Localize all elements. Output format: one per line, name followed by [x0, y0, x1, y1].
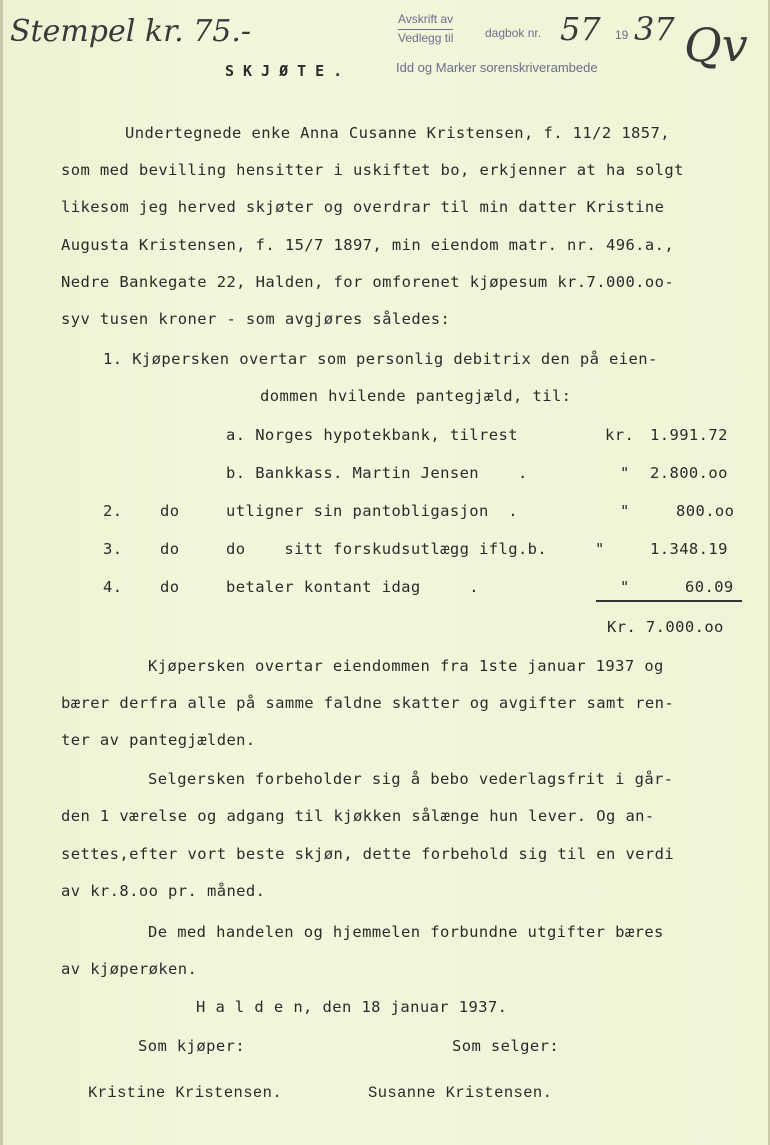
page-edge-left: [0, 0, 3, 1145]
p3-line-1: Selgersken forbeholder sig å bebo vederlagsfrit i går-: [148, 770, 674, 788]
row-2-amount: 800.oo: [676, 502, 735, 520]
row-a-amount: 1.991.72: [650, 426, 728, 444]
buyer-name: Kristine Kristensen.: [88, 1084, 283, 1102]
row-2-text: utligner sin pantobligasjon .: [226, 502, 518, 520]
stamp-office: Idd og Marker sorenskriverambede: [396, 60, 598, 75]
row-2-number: 2.: [103, 502, 123, 520]
row-3-amount: 1.348.19: [650, 540, 728, 558]
p3-line-2: den 1 værelse og adgang til kjøkken sålænge hun lever. Og an-: [61, 807, 655, 825]
row-4-text: betaler kontant idag .: [226, 578, 480, 596]
stamp-dagbok-number: 57: [560, 10, 601, 48]
p1-line-5: Nedre Bankegate 22, Halden, for omforenet kjøpesum kr.7.000.oo-: [61, 273, 675, 291]
row-3-text: do sitt forskudsutlægg iflg.b.: [226, 540, 548, 558]
stamp-dagbok-label: dagbok nr.: [485, 26, 542, 40]
stamp-line-1: Avskrift av: [398, 12, 454, 26]
row-4-number: 4.: [103, 578, 123, 596]
item-1-line-1: 1. Kjøpersken overtar som personlig debitrix den på eien-: [103, 350, 658, 368]
place-and-date: H a l d e n, den 18 januar 1937.: [196, 998, 508, 1016]
row-4-ditto: do: [160, 578, 180, 596]
stamp-line-2: Vedlegg til: [398, 31, 454, 45]
stamp-year-prefix: 19: [615, 28, 629, 42]
row-3-ditto: do: [160, 540, 180, 558]
p1-line-3: likesom jeg herved skjøter og overdrar til min datter Kristine: [61, 198, 665, 216]
row-2-ditto: do: [160, 502, 180, 520]
p3-line-3: settes,efter vort beste skjøn, dette forbehold sig til en verdi: [61, 845, 675, 863]
row-3-number: 3.: [103, 540, 123, 558]
buyer-label: Som kjøper:: [138, 1037, 246, 1055]
p1-line-4: Augusta Kristensen, f. 15/7 1897, min eiendom matr. nr. 496.a.,: [61, 236, 675, 254]
sum-underline: [596, 600, 742, 602]
p4-line-1: De med handelen og hjemmelen forbundne utgifter bæres: [148, 923, 664, 941]
document-title: SKJØTE.: [225, 62, 352, 80]
p1-line-2: som med bevilling hensitter i uskiftet bo, erkjenner at ha solgt: [61, 161, 684, 179]
p2-line-3: ter av pantegjælden.: [61, 731, 256, 749]
p1-line-1: Undertegnede enke Anna Cusanne Kristensen, f. 11/2 1857,: [125, 124, 670, 142]
row-b-amount: 2.800.oo: [650, 464, 728, 482]
row-a-text: a. Norges hypotekbank, tilrest: [226, 426, 518, 444]
item-1-line-2: dommen hvilende pantegjæld, til:: [260, 387, 572, 405]
row-3-currency: ": [595, 540, 605, 558]
row-2-currency: ": [620, 502, 630, 520]
initials-signature: Qv: [684, 18, 748, 72]
seller-label: Som selger:: [452, 1037, 560, 1055]
p3-line-4: av kr.8.oo pr. måned.: [61, 882, 266, 900]
p2-line-2: bærer derfra alle på samme faldne skatter og avgifter samt ren-: [61, 694, 675, 712]
p4-line-2: av kjøperøken.: [61, 960, 198, 978]
seller-name: Susanne Kristensen.: [368, 1084, 553, 1102]
stempel-handwriting: Stempel kr. 75.-: [10, 14, 252, 49]
p2-line-1: Kjøpersken overtar eiendommen fra 1ste januar 1937 og: [148, 657, 664, 675]
row-b-text: b. Bankkass. Martin Jensen .: [226, 464, 528, 482]
total-amount: Kr. 7.000.oo: [607, 618, 724, 636]
row-4-amount: 60.09: [685, 578, 734, 596]
stamp-year-handwriting: 37: [634, 10, 675, 48]
row-a-currency: kr.: [605, 426, 635, 444]
row-4-currency: ": [620, 578, 630, 596]
p1-line-6: syv tusen kroner - som avgjøres således:: [61, 310, 451, 328]
row-b-currency: ": [620, 464, 630, 482]
